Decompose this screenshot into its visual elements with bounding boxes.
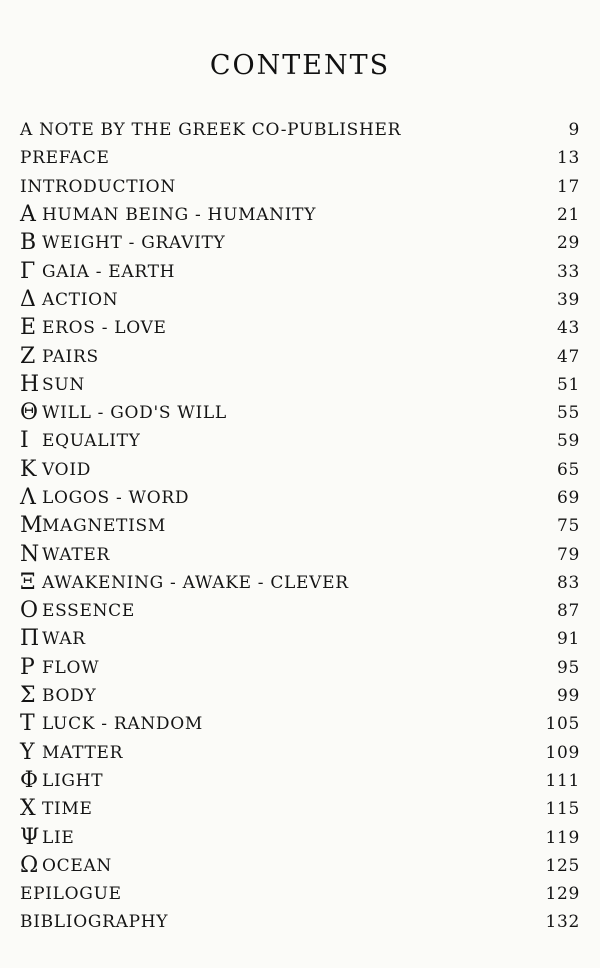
page-title: CONTENTS xyxy=(209,50,391,81)
toc-entry-page-number: 39 xyxy=(556,289,580,310)
greek-letter: Θ xyxy=(20,400,39,426)
toc-entry xyxy=(20,569,580,597)
toc-entry xyxy=(20,540,580,568)
greek-letter: Δ xyxy=(20,286,36,312)
toc-entry-title: WAR xyxy=(42,629,86,650)
toc-entry xyxy=(20,710,580,738)
toc-entry-title: SUN xyxy=(42,374,85,395)
greek-letter: Ε xyxy=(20,315,37,341)
greek-letter: Ξ xyxy=(20,569,36,595)
greek-letter: Π xyxy=(20,626,40,652)
toc-entry-title: EPILOGUE xyxy=(20,884,122,905)
toc-entry-title: LUCK - RANDOM xyxy=(42,714,203,735)
toc-entry-title: BIBLIOGRAPHY xyxy=(20,912,169,933)
toc-entry-page-number: 119 xyxy=(545,827,580,848)
toc-entry-page-number: 65 xyxy=(556,459,580,480)
toc-entry xyxy=(20,625,580,653)
toc-entry-title: PAIRS xyxy=(42,346,99,367)
toc-entry xyxy=(20,767,580,795)
toc-entry-page-number: 129 xyxy=(545,884,580,905)
toc-entry-title: BODY xyxy=(42,686,97,707)
greek-letter: Υ xyxy=(20,739,35,765)
toc-entry-page-number: 115 xyxy=(545,799,580,820)
greek-letter: Χ xyxy=(20,796,36,822)
toc-entry xyxy=(20,852,580,880)
toc-entry xyxy=(20,795,580,823)
greek-letter: Μ xyxy=(20,513,43,539)
toc-entry-page-number: 47 xyxy=(556,346,580,367)
toc-entry-title: FLOW xyxy=(42,657,100,678)
toc-entry-page-number: 59 xyxy=(556,431,580,452)
toc-entry-title: MAGNETISM xyxy=(42,516,166,537)
toc-entry-page-number: 91 xyxy=(556,629,580,650)
toc-entry-title: MATTER xyxy=(42,742,124,763)
toc-entry-page-number: 9 xyxy=(568,120,580,141)
greek-letter: Ρ xyxy=(20,654,35,680)
toc-entry xyxy=(20,682,580,710)
toc-entry-title: LOGOS - WORD xyxy=(42,488,190,508)
toc-entry xyxy=(20,116,580,144)
greek-letter: Ζ xyxy=(20,343,36,369)
toc-entry-page-number: 79 xyxy=(556,544,580,565)
toc-entry-page-number: 17 xyxy=(556,176,580,197)
table-of-contents xyxy=(20,116,580,937)
greek-letter: Τ xyxy=(20,711,35,737)
toc-entry xyxy=(20,908,580,936)
toc-entry-title: LIE xyxy=(42,827,75,848)
greek-letter: Α xyxy=(20,202,36,228)
toc-entry-title: INTRODUCTION xyxy=(20,176,176,197)
toc-entry-title: A NOTE BY THE GREEK CO-PUBLISHER xyxy=(20,120,402,141)
toc-entry-title: GAIA - EARTH xyxy=(42,261,176,282)
toc-entry-title: HUMAN BEING - HUMANITY xyxy=(42,205,317,226)
toc-entry xyxy=(20,597,580,625)
toc-entry xyxy=(20,654,580,682)
greek-letter: Ι xyxy=(20,428,29,454)
toc-entry xyxy=(20,823,580,851)
toc-entry xyxy=(20,201,580,229)
toc-entry xyxy=(20,484,580,512)
toc-entry-title: TIME xyxy=(42,799,93,820)
toc-entry xyxy=(20,229,580,257)
greek-letter: Κ xyxy=(20,456,37,482)
toc-entry-page-number: 99 xyxy=(556,686,580,707)
toc-entry-title: ESSENCE xyxy=(42,601,136,622)
toc-entry-page-number: 13 xyxy=(556,148,580,169)
toc-entry xyxy=(20,456,580,484)
greek-letter: Γ xyxy=(20,258,36,284)
toc-entry xyxy=(20,739,580,767)
greek-letter: Φ xyxy=(20,767,39,793)
toc-entry xyxy=(20,399,580,427)
toc-entry xyxy=(20,880,580,908)
toc-entry-title: WILL - GOD'S WILL xyxy=(42,403,227,424)
toc-entry-page-number: 125 xyxy=(545,855,580,876)
toc-entry-page-number: 132 xyxy=(545,912,580,933)
toc-entry xyxy=(20,173,580,201)
greek-letter: Σ xyxy=(20,683,36,709)
toc-entry-page-number: 55 xyxy=(556,403,580,424)
toc-entry-page-number: 75 xyxy=(556,516,580,537)
toc-entry-title: PREFACE xyxy=(20,148,110,169)
greek-letter: Ο xyxy=(20,598,39,624)
toc-entry-title: VOID xyxy=(42,459,92,480)
toc-entry-page-number: 105 xyxy=(545,714,580,735)
toc-entry-page-number: 87 xyxy=(556,601,580,622)
toc-entry xyxy=(20,257,580,285)
toc-entry-page-number: 29 xyxy=(556,233,580,254)
toc-entry xyxy=(20,512,580,540)
toc-entry xyxy=(20,371,580,399)
greek-letter: Λ xyxy=(20,485,36,510)
toc-entry-title: WEIGHT - GRAVITY xyxy=(42,233,226,254)
toc-entry-title: WATER xyxy=(42,544,111,565)
toc-entry xyxy=(20,427,580,455)
toc-entry-page-number: 43 xyxy=(556,318,580,339)
toc-entry-page-number: 33 xyxy=(556,261,580,282)
toc-entry-page-number: 21 xyxy=(556,205,580,226)
toc-entry-page-number: 69 xyxy=(556,488,580,508)
greek-letter: Β xyxy=(20,230,37,256)
greek-letter: Ψ xyxy=(20,824,40,850)
greek-letter: Ω xyxy=(20,852,39,878)
toc-entry-title: AWAKENING - AWAKE - CLEVER xyxy=(42,572,349,593)
toc-entry-title: EROS - LOVE xyxy=(42,318,167,339)
toc-entry-page-number: 111 xyxy=(545,770,580,791)
toc-entry xyxy=(20,286,580,314)
toc-entry xyxy=(20,314,580,342)
toc-entry-title: OCEAN xyxy=(42,855,113,876)
toc-entry-page-number: 51 xyxy=(556,374,580,395)
toc-entry-title: EQUALITY xyxy=(42,431,141,452)
toc-entry xyxy=(20,144,580,172)
toc-entry-page-number: 95 xyxy=(556,657,580,678)
toc-entry-title: ACTION xyxy=(42,289,119,310)
toc-entry-page-number: 109 xyxy=(545,742,580,763)
greek-letter: Ν xyxy=(20,541,40,567)
greek-letter: Η xyxy=(20,371,40,397)
toc-entry xyxy=(20,342,580,370)
toc-entry-title: LIGHT xyxy=(42,770,104,791)
toc-entry-page-number: 83 xyxy=(556,572,580,593)
